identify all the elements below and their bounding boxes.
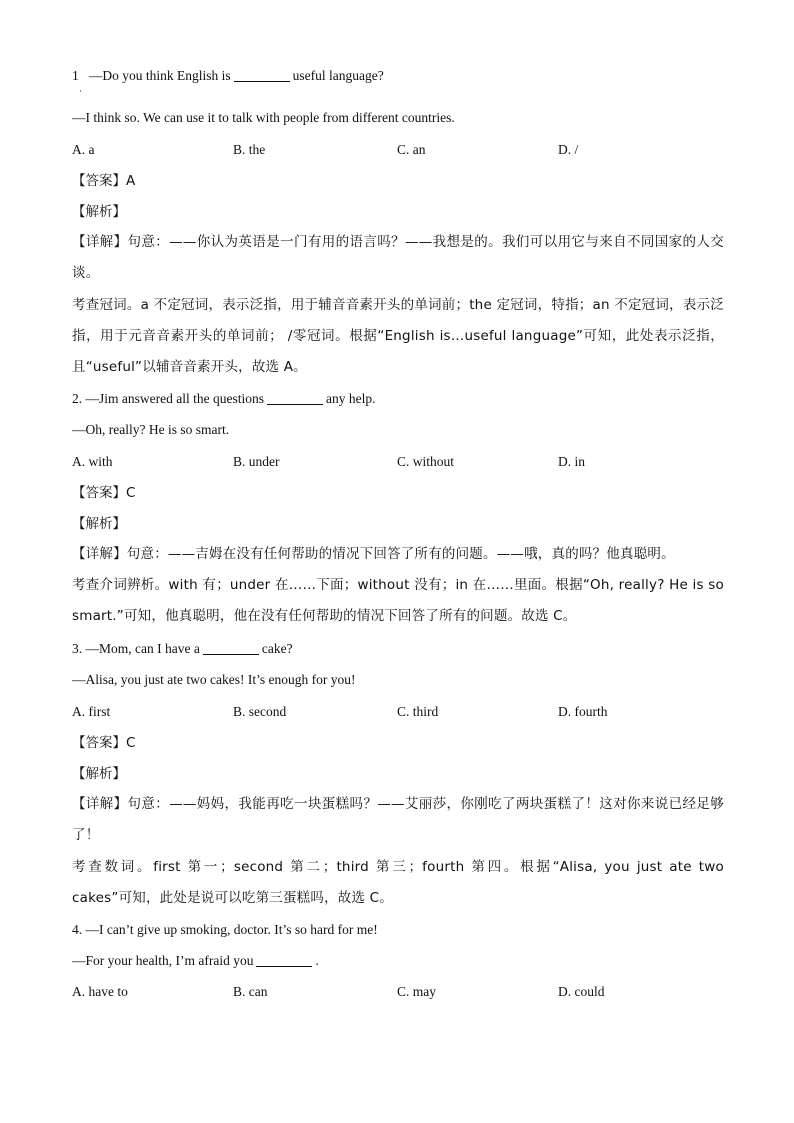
q1-dot-mark: ·: [79, 86, 82, 96]
q1-stem: 1 —Do you think English is useful language?: [72, 68, 384, 83]
q3-explain: 考查数词。first 第一；second 第二；third 第三；fourth 第四。根据“Alisa, you just ate two cakes”可知，此处是说可以吃第三蛋糕吗，故选 C。: [72, 859, 724, 906]
q1-answer: 【答案】A: [72, 173, 136, 189]
q2-answer: 【答案】C: [72, 485, 136, 501]
q3-number: 3.: [72, 641, 83, 656]
q3-option-b: B. second: [233, 704, 287, 719]
q2-reply: —Oh, really? He is so smart.: [72, 422, 230, 437]
q2-option-b: B. under: [233, 454, 280, 469]
q1-reply: —I think so. We can use it to talk with people from different countries.: [72, 110, 455, 125]
q4-option-b: B. can: [233, 984, 268, 999]
q2-option-d: D. in: [558, 454, 585, 469]
q3-answer-value: C: [126, 735, 136, 751]
q1-analysis-label: 【解析】: [72, 204, 126, 220]
q3-blank: [203, 641, 259, 655]
q2-answer-value: C: [126, 485, 136, 501]
q2-analysis-label: 【解析】: [72, 516, 126, 532]
q4-number: 4.: [72, 922, 83, 937]
q2-number: 2.: [72, 391, 83, 406]
q4-stem: 4. —I can’t give up smoking, doctor. It’s so hard for me!: [72, 922, 378, 937]
q3-option-d: D. fourth: [558, 704, 608, 719]
q3-reply: —Alisa, you just ate two cakes! It’s enough for you!: [72, 672, 356, 687]
q1-number: 1: [72, 68, 79, 83]
q1-option-d: D. /: [558, 142, 579, 157]
q3-option-a: A. first: [72, 704, 111, 719]
q4-option-a: A. have to: [72, 984, 128, 999]
q2-detail: 【详解】句意：——吉姆在没有任何帮助的情况下回答了所有的问题。——哦，真的吗？他真聪明。: [72, 546, 675, 562]
q3-analysis-label: 【解析】: [72, 766, 126, 782]
q2-stem: 2. —Jim answered all the questions any help.: [72, 391, 376, 406]
q3-answer: 【答案】C: [72, 735, 136, 751]
q3-option-c: C. third: [397, 704, 439, 719]
q1-detail: 【详解】句意：——你认为英语是一门有用的语言吗？——我想是的。我们可以用它与来自不同国家的人交谈。: [72, 234, 724, 281]
q2-blank: [267, 391, 323, 405]
q1-answer-value: A: [126, 173, 136, 189]
q2-option-c: C. without: [397, 454, 455, 469]
q2-explain: 考查介词辨析。with 有；under 在……下面；without 没有；in 在……里面。根据“Oh, really? He is so smart.”可知，他真聪明，他在没有任何帮助的情况下回答了所有的问题。故选 C。: [72, 577, 724, 624]
q3-detail: 【详解】句意：——妈妈，我能再吃一块蛋糕吗？——艾丽莎，你刚吃了两块蛋糕了！这对你来说已经足够了！: [72, 796, 724, 843]
q2-option-a: A. with: [72, 454, 113, 469]
q1-option-a: A. a: [72, 142, 95, 157]
q1-option-c: C. an: [397, 142, 426, 157]
q4-reply: —For your health, I’m afraid you .: [72, 953, 319, 968]
q1-options: [72, 141, 732, 159]
q3-stem: 3. —Mom, can I have a cake?: [72, 641, 293, 656]
q1-explain: 考查冠词。a 不定冠词，表示泛指，用于辅音音素开头的单词前；the 定冠词，特指；an 不定冠词，表示泛指，用于元音音素开头的单词前； /零冠词。根据“English is…useful language”可知，此处表示泛指，且“useful”以辅音音素开头，故选 A。: [72, 297, 724, 375]
q2-options: [72, 453, 732, 471]
q3-options: [72, 703, 732, 721]
q1-option-b: B. the: [233, 142, 266, 157]
q1-blank: [234, 68, 290, 82]
q4-options: [72, 983, 732, 1001]
q4-blank: [256, 953, 312, 967]
q4-option-c: C. may: [397, 984, 436, 999]
q4-option-d: D. could: [558, 984, 605, 999]
